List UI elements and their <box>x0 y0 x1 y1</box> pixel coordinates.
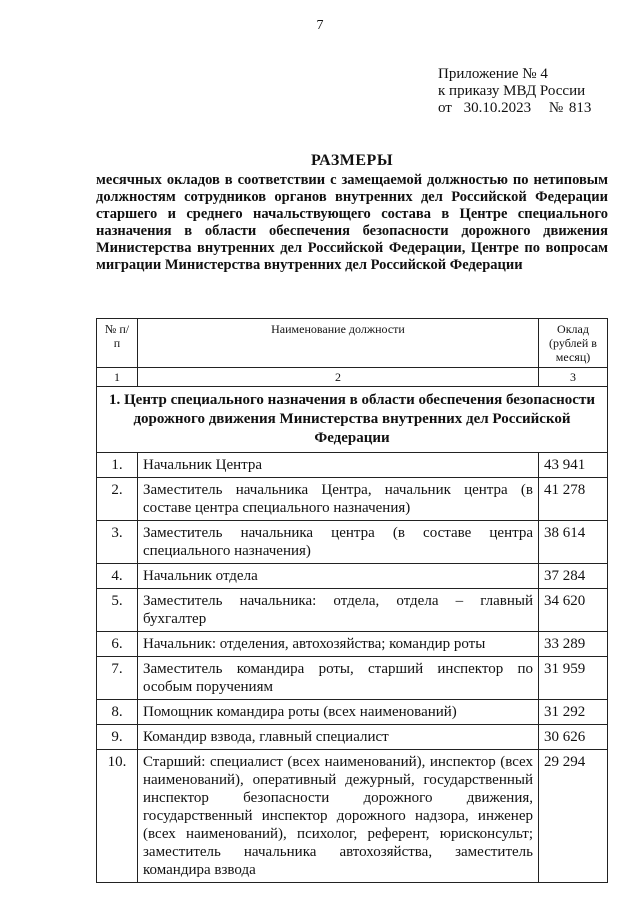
table-header-row <box>97 319 608 368</box>
order-date: 30.10.2023 <box>463 100 532 116</box>
row-number: 10. <box>97 750 138 883</box>
row-number: 5. <box>97 589 138 632</box>
salary-value: 31 292 <box>539 700 608 725</box>
table-row <box>97 632 608 657</box>
header-name: Наименование должности <box>138 319 539 368</box>
table-row <box>97 750 608 883</box>
position-name: Начальник Центра <box>138 453 539 478</box>
table-row <box>97 453 608 478</box>
table-index-row <box>97 368 608 387</box>
salary-value: 41 278 <box>539 478 608 521</box>
document-title: РАЗМЕРЫ <box>310 152 394 169</box>
index-cell: 1 <box>97 368 138 387</box>
salary-value: 37 284 <box>539 564 608 589</box>
row-number: 4. <box>97 564 138 589</box>
salary-value: 38 614 <box>539 521 608 564</box>
position-name: Заместитель начальника: отдела, отдела – главный бухгалтер <box>138 589 539 632</box>
salary-value: 34 620 <box>539 589 608 632</box>
appendix-order: к приказу МВД России <box>438 83 586 99</box>
row-number: 8. <box>97 700 138 725</box>
from-label: от <box>438 100 452 116</box>
appendix-block <box>438 66 591 117</box>
document-subtitle: месячных окладов в соответствии с замещаемой должностью по нетиповым должностям сотрудников органов внутренних дел Российской Федерации старшего и среднего начальствующего состава в Центре специального назначения в области обеспечения безопасности дорожного движения Министерства внутренних дел Российской Федерации, Центре по вопросам миграции Министерства внутренних дел Российской Федерации <box>96 172 608 273</box>
salary-table <box>96 318 608 883</box>
position-name: Начальник: отделения, автохозяйства; командир роты <box>138 632 539 657</box>
position-name: Помощник командира роты (всех наименований) <box>138 700 539 725</box>
table-row <box>97 657 608 700</box>
header-no: № п/п <box>97 319 138 368</box>
row-number: 6. <box>97 632 138 657</box>
appendix-date-line <box>438 100 591 117</box>
row-number: 2. <box>97 478 138 521</box>
salary-value: 30 626 <box>539 725 608 750</box>
salary-value: 43 941 <box>539 453 608 478</box>
position-name: Начальник отдела <box>138 564 539 589</box>
salary-value: 31 959 <box>539 657 608 700</box>
position-name: Командир взвода, главный специалист <box>138 725 539 750</box>
index-cell: 2 <box>138 368 539 387</box>
table-row <box>97 521 608 564</box>
table-row <box>97 700 608 725</box>
salary-value: 29 294 <box>539 750 608 883</box>
number-label: № <box>548 100 564 116</box>
row-number: 1. <box>97 453 138 478</box>
salary-value: 33 289 <box>539 632 608 657</box>
section-row <box>97 387 608 453</box>
table-row <box>97 478 608 521</box>
header-salary: Оклад (рублей в месяц) <box>539 319 608 368</box>
index-cell: 3 <box>539 368 608 387</box>
table-row <box>97 564 608 589</box>
page-number: 7 <box>316 18 324 33</box>
row-number: 7. <box>97 657 138 700</box>
table-row <box>97 725 608 750</box>
position-name: Заместитель начальника центра (в составе центра специального назначения) <box>138 521 539 564</box>
position-name: Заместитель командира роты, старший инспектор по особым поручениям <box>138 657 539 700</box>
row-number: 3. <box>97 521 138 564</box>
appendix-title: Приложение № 4 <box>438 66 548 82</box>
order-number: 813 <box>568 100 592 116</box>
row-number: 9. <box>97 725 138 750</box>
table-row <box>97 589 608 632</box>
position-name: Старший: специалист (всех наименований), инспектор (всех наименований), оперативный дежурный, государственный инспектор безопасности дорожного движения, государственный инспектор дорожного надзора, инженер (всех наименований), психолог, референт, юрисконсульт; заместитель начальника автохозяйства, заместитель командира взвода <box>138 750 539 883</box>
position-name: Заместитель начальника Центра, начальник центра (в составе центра специального назначения) <box>138 478 539 521</box>
section-title: 1. Центр специального назначения в области обеспечения безопасности дорожного движения Министерства внутренних дел Российской Федерации <box>97 387 608 453</box>
title-block <box>96 152 608 274</box>
